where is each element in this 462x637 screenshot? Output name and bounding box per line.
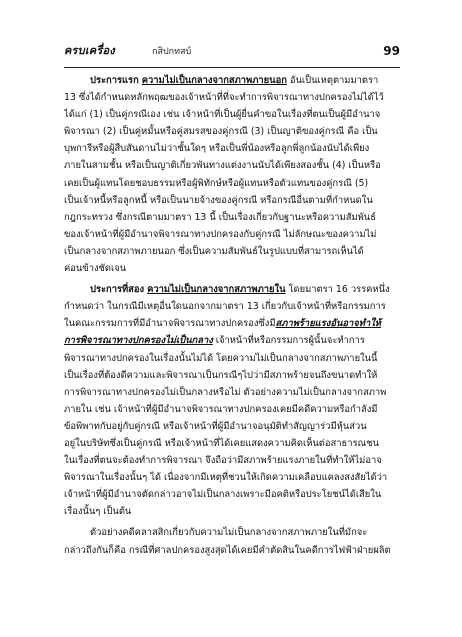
line-text: เจ้าหน้าที่หรือกรรมการผู้นั้นจะทำการ — [212, 335, 365, 347]
paragraph-line: อยู่ในบริษัทซึ่งเป็นคู่กรณี หรือเจ้าหน้าที่ได้เคยแสดงความคิดเห็นต่อสาธารณชน — [64, 437, 379, 449]
paragraph-line: พิจารณาทางปกครองในเรื่องนั้นไม่ได้ โดยความไม่เป็นกลางจากสภาพภายในนี้ — [64, 352, 378, 364]
line-text: โดยมาตรา 16 วรรคหนึ่ง — [285, 284, 390, 296]
paragraph-line: การพิจารณาทางปกครองไม่เป็นกลางหรือไม่ ตัวอย่างความไม่เป็นกลางจากสภาพ — [64, 386, 387, 398]
paragraph-line: ค่อนข้างชัดเจน — [64, 263, 127, 275]
paragraph-line: เรื่องนั้นๆ เป็นต้น — [64, 506, 132, 518]
paragraph-line: บุพการีหรือผู้สืบสันดานไม่ว่าชั้นใดๆ หรือเป็นพี่น้องหรือลูกพี่ลูกน้องนับได้เพียง — [64, 143, 370, 155]
paragraph-line: พิจารณาในเรื่องนั้นๆ ได้ เนื่องจากมีเหตุที่ชวนให้เกิดความเคลือบแคลงสงสัยได้ว่า — [64, 472, 388, 484]
paragraph-line: 13 ซึ่งได้กำหนดหลักพฤฒของเจ้าหน้าที่ที่จะทำการพิจารณาทางปกครองไม่ได้ไว้ — [64, 92, 384, 104]
paragraph-line — [64, 72, 400, 89]
paragraph-line: เป็นเจ้าหนี้หรือลูกหนี้ หรือเป็นนายจ้างของคู่กรณี หรือกรณีอื่นตามที่กำหนดใน — [64, 194, 373, 206]
emphasis-phrase: การพิจารณาทางปกครองไม่เป็นกลาง — [64, 335, 213, 347]
paragraph-line: เป็นเรื่องที่ต้องดีความและพิจารณาเป็นกรณีๆไปว่ามีสภาพร้ายจนถึงขนาดทำให้ — [64, 369, 378, 381]
paragraph-line — [64, 332, 400, 349]
paragraph-line: เป็นกลางจากสภาพภายนอก ซึ่งเป็นความสัมพันธ์ในรูปแบบที่สามารถเห็นได้ — [64, 245, 364, 257]
paragraph-line — [64, 281, 400, 298]
paragraph-line: เคยเป็นผู้แทนโดยชอบธรรมหรือผู้พิทักษ์หรือผู้แทนหรือตัวแทนของคู่กรณี (5) — [64, 177, 369, 189]
section-title: กสิปกทสบ์ — [152, 47, 192, 57]
paragraph-line: กฎกระทรวง ซึ่งกรณีตามมาตรา 13 นี้ เป็นเรื่องเกี่ยวกับฐานะหรือความสัมพันธ์ — [64, 211, 376, 223]
paragraph-line: กำหนดว่า ในกรณีมีเหตุอื่นใดนอกจากมาตรา 13 เกี่ยวกับเจ้าหน้าที่หรือกรรมการ — [64, 301, 386, 313]
page-number: 99 — [383, 44, 400, 58]
emphasis-phrase: ความไม่เป็นกลางจากสภาพภายนอก — [141, 75, 287, 86]
paragraph-line: เจ้าหน้าที่ผู้มีอำนาจตัดกล่าวอาจไม่เป็นกลางเพราะมีอคติหรือประโยชน์ได้เสียใน — [64, 489, 382, 501]
paragraph-classic-case — [64, 524, 400, 558]
paragraph-external-bias — [64, 72, 400, 277]
paragraph-line: ของเจ้าหน้าที่ผู้มีอำนาจพิจารณาทางปกครองกับคู่กรณี ไม่ลักษณะของความไม่ — [64, 228, 377, 240]
emphasis-phrase: ความไม่เป็นกลางจากสภาพภายใน — [147, 284, 286, 296]
paragraph-line: ภายใน เช่น เจ้าหน้าที่ผู้มีอำนาจพิจารณาทางปกครองเคยมีคดีความหรือกำลังมี — [64, 403, 378, 415]
paragraph-line — [64, 315, 400, 332]
paragraph-line: ได้แก่ (1) เป็นคู่กรณีเอง เช่น เจ้าหน้าที่เป็นผู้ยื่นคำขอในเรื่องที่ตนเป็นผู้มีอำนาจ — [64, 109, 381, 121]
page-header — [64, 41, 400, 68]
paragraph-line: พิจารณา (2) เป็นคู่หมั้นหรือคู่สมรสของคู่กรณี (3) เป็นญาติของคู่กรณี คือ เป็น — [64, 126, 378, 138]
line-text: อันเป็นเหตุตามมาตรา — [286, 75, 379, 86]
paragraph-line: ข้อพิพาทกับอยู่กับคู่กรณี หรือเจ้าหน้าที่ผู้มีอำนาจอนุมัติทำสัญญาร่วมีหุ้นส่วน — [64, 420, 367, 432]
book-brand: ครบเครื่อง — [64, 44, 115, 57]
paragraph-line: ตัวอย่างคดีคลาสสิกเกี่ยวกับความไม่เป็นกลางจากสภาพภายในที่มักจะ — [90, 527, 368, 539]
line-text: ในคณะกรรมการที่มีอำนาจพิจารณาทางปกครองซึ่งมี — [64, 318, 276, 330]
lead-phrase: ประการแรก — [90, 75, 139, 86]
paragraph-line: ภายในสามชั้น หรือเป็นญาติเกี่ยวพันทางแต่งงานนับได้เพียงสองชั้น (4) เป็นหรือ — [64, 160, 381, 172]
lead-phrase: ประการที่สอง — [90, 284, 145, 296]
paragraph-line: ในเรื่องที่ตนจะต้องทำการพิจารณา จึงถือว่ามีสภาพร้ายแรงภายในที่ทำให้ไม่อาจ — [64, 455, 382, 467]
paragraph-internal-bias — [64, 281, 400, 520]
paragraph-line: กล่าวถึงกันก็คือ กรณีที่ศาลปกครองสูงสุดได้เคยมีคำตัดสินในคดีการไฟฟ้าฝ่ายผลิต — [64, 544, 391, 556]
emphasis-phrase: สภาพร้ายแรงอันอาจทำให้ — [275, 318, 381, 330]
body-text — [64, 72, 400, 559]
